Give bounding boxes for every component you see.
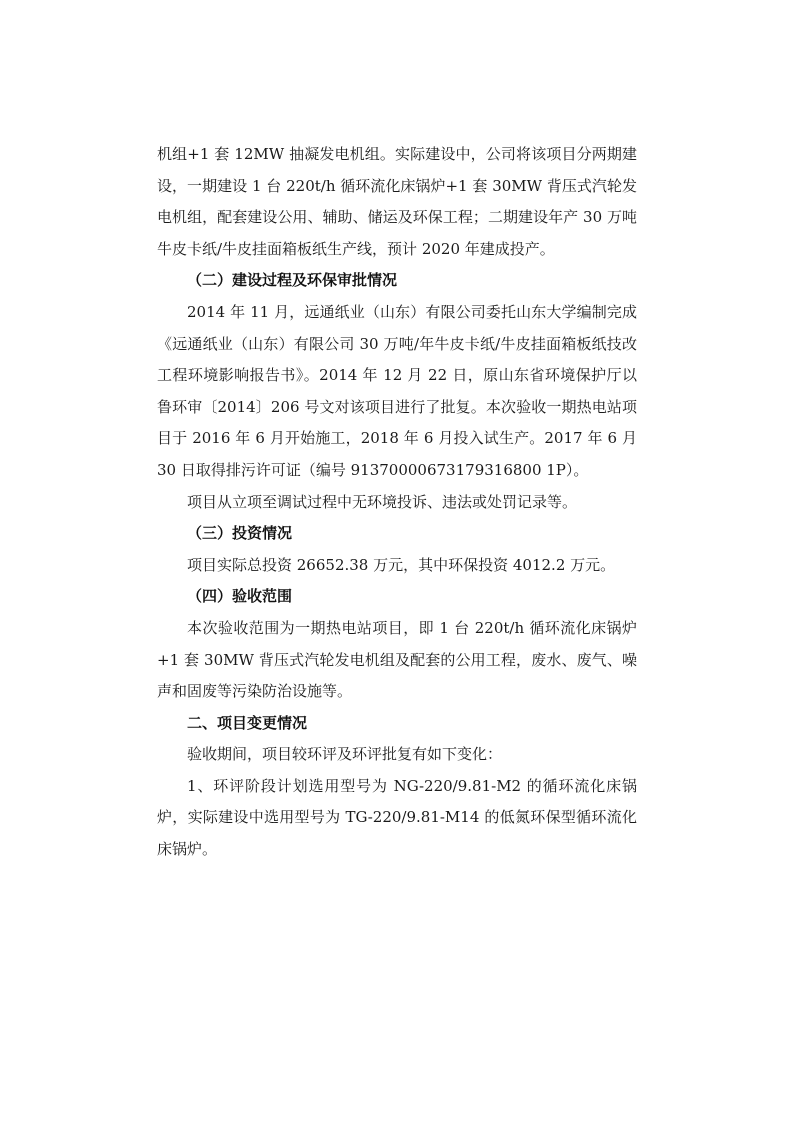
heading-acceptance-scope: （四）验收范围 [187, 587, 293, 606]
paragraph-project-scope-continued: 机组+1 套 12MW 抽凝发电机组。实际建设中，公司将该项目分两期建设，一期建设 1 台 220t/h 循环流化床锅炉+1 套 30MW 背压式汽轮发电机组，配套建设公用、辅助、储运及环保工程；二期建设年产 30 万吨牛皮卡纸/牛皮挂面箱板纸生产线，预计 2020 年建成投产。 [157, 145, 637, 258]
paragraph-construction-approval: 2014 年 11 月，远通纸业（山东）有限公司委托山东大学编制完成《远通纸业（山东）有限公司 30 万吨/年牛皮卡纸/牛皮挂面箱板纸技改工程环境影响报告书》。2014 年 12 月 22 日，原山东省环境保护厅以鲁环审〔2014〕206 号文对该项目进行了批复。本次验收一期热电站项目于 2016 年 6 月开始施工，2018 年 6 月投入试生产。2017 年 6 月 30 日取得排污许可证（编号 91370000673179316800 1P）。 [157, 302, 637, 479]
paragraph-acceptance-scope: 本次验收范围为一期热电站项目，即 1 台 220t/h 循环流化床锅炉+1 套 30MW 背压式汽轮发电机组及配套的公用工程，废水、废气、噪声和固废等污染防治设施等。 [157, 618, 637, 701]
document-body [157, 139, 637, 866]
paragraph-change-item-1: 1、环评阶段计划选用型号为 NG-220/9.81-M2 的循环流化床锅炉，实际建设中选用型号为 TG-220/9.81-M14 的低氮环保型循环流化床锅炉。 [157, 776, 637, 859]
paragraph-investment: 项目实际总投资 26652.38 万元，其中环保投资 4012.2 万元。 [187, 555, 616, 574]
paragraph-no-complaints: 项目从立项至调试过程中无环境投诉、违法或处罚记录等。 [187, 492, 578, 511]
heading-investment: （三）投资情况 [187, 524, 293, 543]
heading-construction-approval: （二）建设过程及环保审批情况 [187, 271, 398, 290]
paragraph-changes-intro: 验收期间，项目较环评及环评批复有如下变化： [187, 745, 503, 764]
heading-project-changes: 二、项目变更情况 [187, 713, 308, 732]
